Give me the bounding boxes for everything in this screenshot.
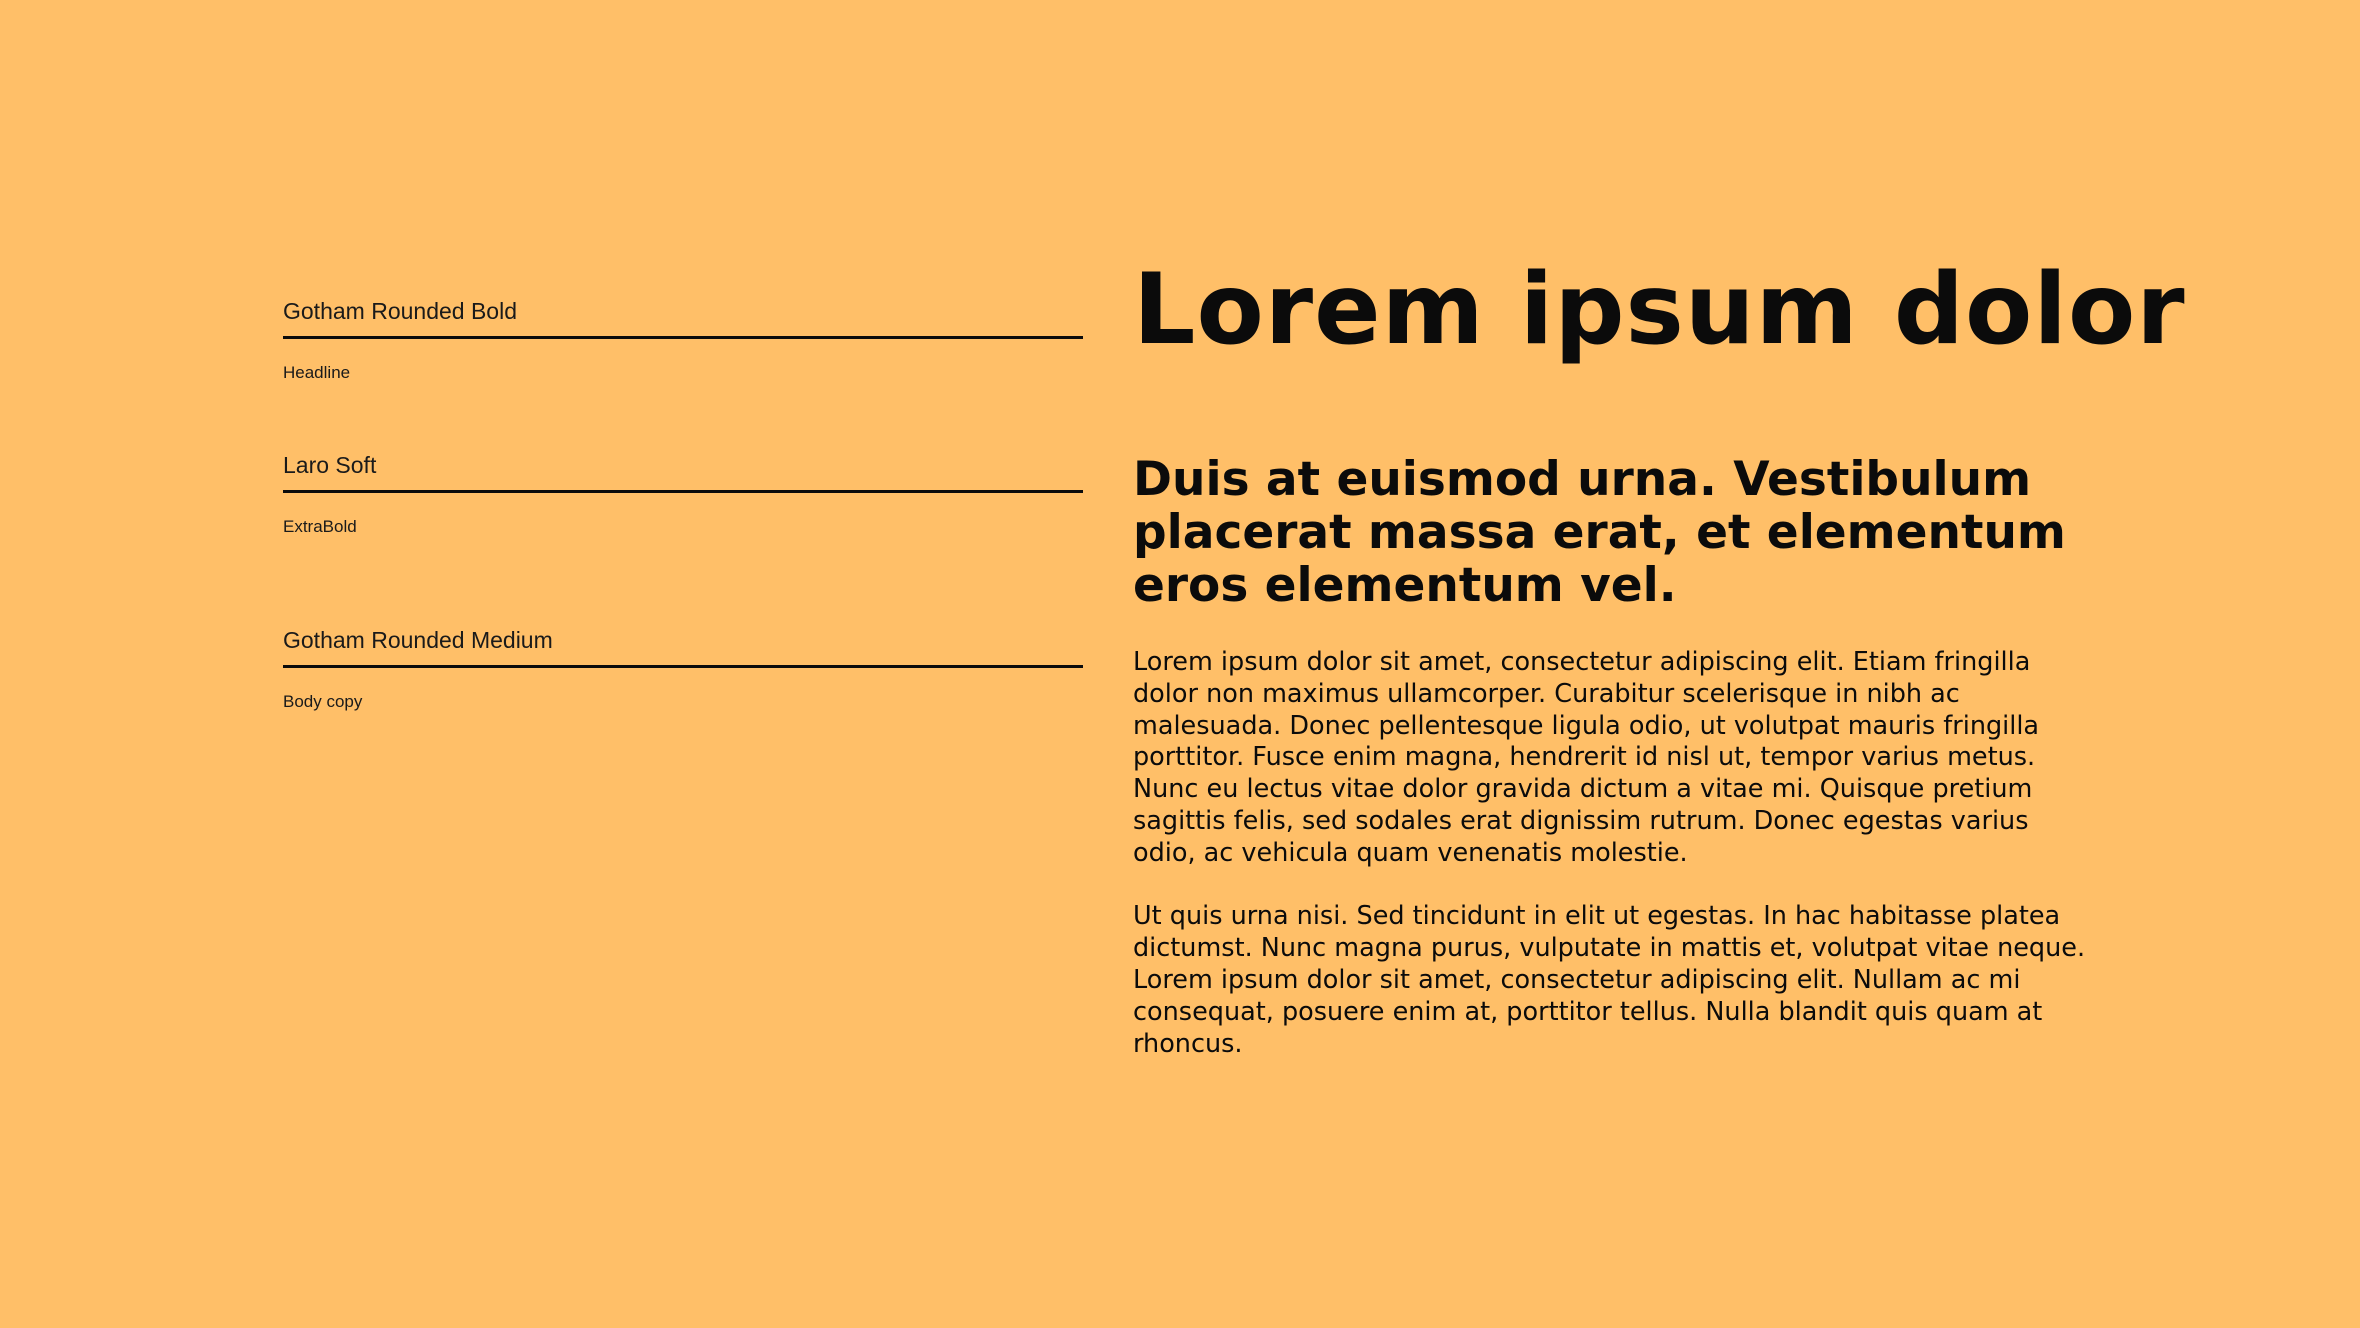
font-spec-body <box>283 623 1083 712</box>
font-role: ExtraBold <box>283 517 357 536</box>
font-role: Body copy <box>283 692 363 711</box>
font-name: Gotham Rounded Bold <box>283 298 517 324</box>
divider <box>283 665 1083 668</box>
body-paragraph: Ut quis urna nisi. Sed tincidunt in elit ut egestas. In hac habitasse platea dictumst. Nunc magna purus, vulputate in mattis et, volutpat vitae neque. Lorem ipsum dolor sit amet, consectetur adipiscing elit. Nullam ac mi consequat, posuere enim at, porttitor tellus. Nulla blandit quis quam at rhoncus. <box>1133 901 2086 1059</box>
sample-subheading: Duis at euismod urna. Vestibulum placerat massa erat, et elementum eros elementum vel. <box>1133 452 2066 613</box>
divider <box>283 336 1083 339</box>
font-name: Laro Soft <box>283 452 377 478</box>
font-role: Headline <box>283 363 351 382</box>
font-name: Gotham Rounded Medium <box>283 627 553 653</box>
font-spec-subheading <box>283 448 1083 537</box>
font-spec-headline <box>283 294 1083 383</box>
sample-body-copy <box>1133 647 2093 1092</box>
body-paragraph: Lorem ipsum dolor sit amet, consectetur adipiscing elit. Etiam fringilla dolor non maximus ullamcorper. Curabitur scelerisque in nibh ac malesuada. Donec pellentesque ligula odio, ut volutpat mauris fringilla porttitor. Fusce enim magna, hendrerit id nisl ut, tempor varius metus. Nunc eu lectus vitae dolor gravida dictum a vitae mi. Quisque pretium sagittis felis, sed sodales erat dignissim rutrum. Donec egestas varius odio, ac vehicula quam venenatis molestie. <box>1133 647 2040 868</box>
sample-headline: Lorem ipsum dolor <box>1133 253 2186 367</box>
divider <box>283 490 1083 493</box>
